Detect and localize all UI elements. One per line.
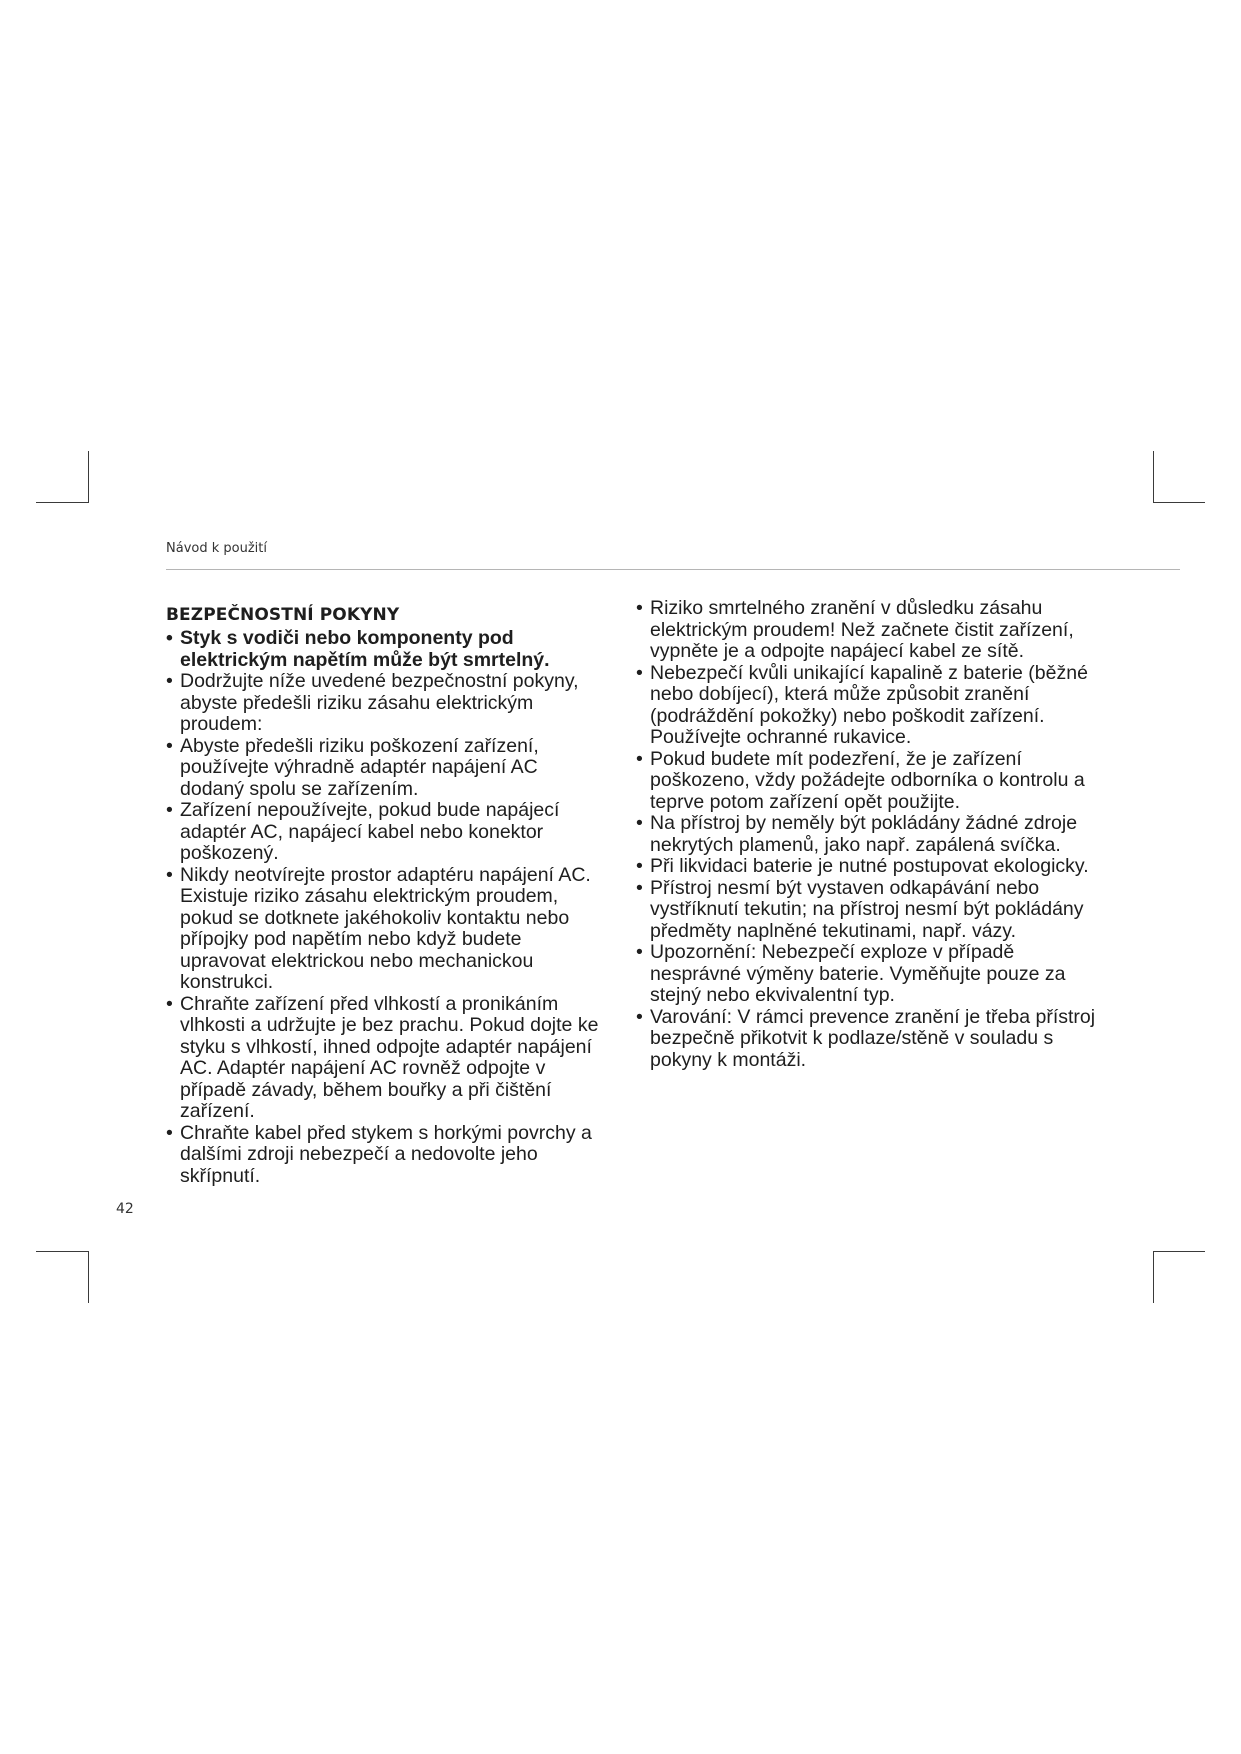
- safety-item: • Upozornění: Nebezpečí exploze v případě nesprávné výměny baterie. Vyměňujte pouze za stejný nebo ekvivalentní typ.: [636, 942, 1096, 1007]
- safety-list-left: [166, 628, 606, 1187]
- safety-item: • Varování: V rámci prevence zranění je třeba přístroj bezpečně přikotvit k podlaze/stěně v souladu s pokyny k montáži.: [636, 1007, 1096, 1072]
- safety-item: • Nikdy neotvírejte prostor adaptéru napájení AC. Existuje riziko zásahu elektrickým proudem, pokud se dotknete jakéhokoliv kontaktu nebo přípojky pod napětím nebo když budete upravovat elektrickou nebo mechanickou konstrukci.: [166, 865, 606, 994]
- running-header: Návod k použití: [166, 541, 267, 556]
- safety-item: • Abyste předešli riziku poškození zařízení, používejte výhradně adaptér napájení AC dodaný spolu se zařízením.: [166, 736, 606, 801]
- safety-item: • Zařízení nepoužívejte, pokud bude napájecí adaptér AC, napájecí kabel nebo konektor poškozený.: [166, 800, 606, 865]
- safety-item: • Chraňte kabel před stykem s horkými povrchy a dalšími zdroji nebezpečí a nedovolte jeho skřípnutí.: [166, 1123, 606, 1188]
- left-column: [166, 604, 606, 1187]
- crop-mark: [1153, 502, 1205, 503]
- safety-item: • Na přístroj by neměly být pokládány žádné zdroje nekrytých plamenů, jako např. zapálená svíčka.: [636, 813, 1096, 856]
- safety-item: • Pokud budete mít podezření, že je zařízení poškozeno, vždy požádejte odborníka o kontrolu a teprve potom zařízení opět použijte.: [636, 749, 1096, 814]
- page-number: 42: [116, 1201, 134, 1217]
- safety-list-right: [636, 598, 1096, 1071]
- safety-item: • Dodržujte níže uvedené bezpečnostní pokyny, abyste předešli riziku zásahu elektrickým proudem:: [166, 671, 606, 736]
- safety-item: • Riziko smrtelného zranění v důsledku zásahu elektrickým proudem! Než začnete čistit zařízení, vypněte je a odpojte napájecí kabel ze sítě.: [636, 598, 1096, 663]
- safety-item: • Styk s vodiči nebo komponenty pod elektrickým napětím může být smrtelný.: [166, 628, 606, 671]
- safety-item: • Nebezpečí kvůli unikající kapalině z baterie (běžné nebo dobíjecí), která může způsobit zranění (podráždění pokožky) nebo poškodit zařízení. Používejte ochranné rukavice.: [636, 663, 1096, 749]
- crop-mark: [88, 1251, 89, 1303]
- crop-mark: [36, 1251, 88, 1252]
- crop-mark: [36, 502, 88, 503]
- header-rule: [166, 569, 1180, 570]
- crop-mark: [1153, 1251, 1154, 1303]
- safety-item: • Chraňte zařízení před vlhkostí a pronikáním vlhkosti a udržujte je bez prachu. Pokud dojte ke styku s vlhkostí, ihned odpojte adaptér napájení AC. Adaptér napájení AC rovněž odpojte v případě závady, během bouřky a při čištění zařízení.: [166, 994, 606, 1123]
- crop-mark: [1153, 451, 1154, 503]
- right-column: [636, 598, 1096, 1071]
- section-title: BEZPEČNOSTNÍ POKYNY: [166, 605, 400, 625]
- safety-item: • Přístroj nesmí být vystaven odkapávání nebo vystříknutí tekutin; na přístroj nesmí být pokládány předměty naplněné tekutinami, např. vázy.: [636, 878, 1096, 943]
- safety-item: • Při likvidaci baterie je nutné postupovat ekologicky.: [636, 856, 1096, 878]
- crop-mark: [1153, 1251, 1205, 1252]
- crop-mark: [88, 451, 89, 503]
